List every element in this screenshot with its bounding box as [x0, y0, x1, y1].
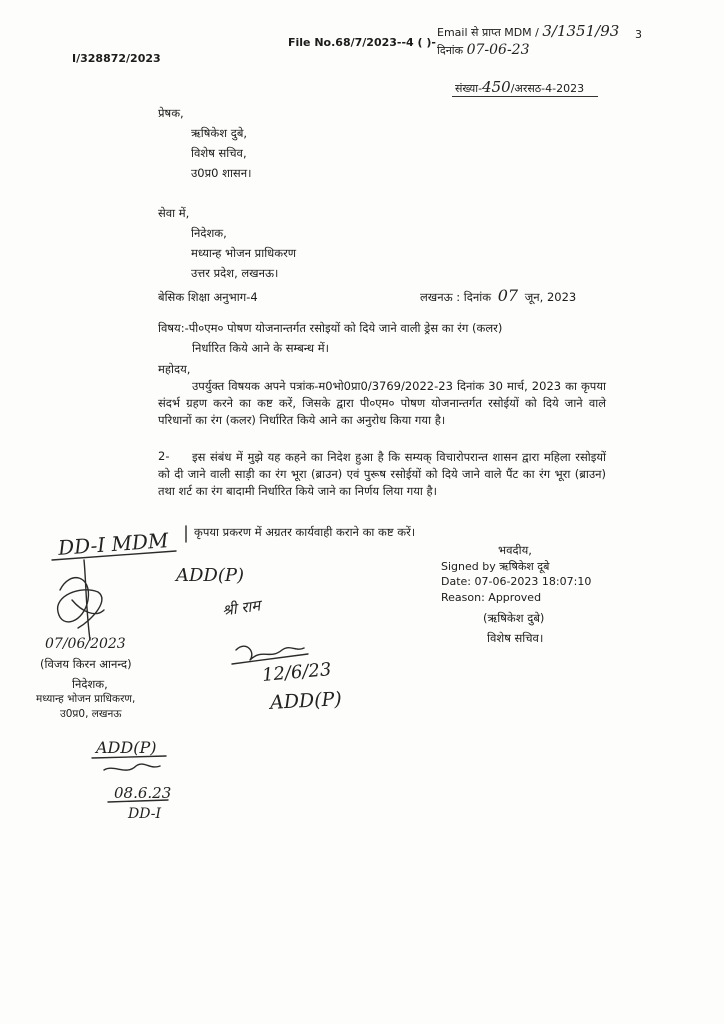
bottom-initial [104, 764, 160, 770]
recipient-line2: मध्यान्ह भोजन प्राधिकरण [191, 246, 297, 260]
marking-date-12: 12/6/23 [261, 659, 333, 686]
marking-dd-1: DD-I [128, 806, 161, 822]
department: बेसिक शिक्षा अनुभाग-4 [158, 290, 258, 304]
director-signature [58, 578, 104, 628]
paragraph-1: उपर्युक्त विषयक अपने पत्रांक-म0भो0प्रा0/3769/2022-23 दिनांक 30 मार्च, 2023 का कृपया संदर्भ ग्रहण करने का कष्ट करें, जिसके द्वारा पी०एम० पोषण योजनान्तर्गत रसोईयों को दिये जाने वाले परिधानों का रंग (कलर) निर्धारित किये आने का अनुरोध किया गया है। [158, 379, 606, 427]
recipient-label: सेवा में, [158, 206, 190, 220]
subject-line1: विषय:-पी०एम० पोषण योजनान्तर्गत रसोइयों को दिये जाने वाली ड्रेस का रंग (कलर) [158, 321, 503, 335]
sender-office: उ0प्र0 शासन। [191, 166, 252, 180]
middle-signature [236, 646, 304, 660]
sender-label: प्रेषक, [158, 106, 184, 120]
sankhya-number [455, 78, 584, 96]
receipt-stamp [437, 22, 619, 40]
marking-dd-mdm: DD-I MDM [57, 528, 170, 560]
marking-add-p-1: ADD(P) [176, 565, 245, 586]
director-title: निदेशक, [72, 677, 108, 691]
closing: भवदीय, [498, 543, 532, 557]
date-month-year: जून, 2023 [524, 290, 577, 304]
signatory-designation: विशेष सचिव। [487, 631, 544, 645]
sankhya-suffix: /अरसठ-4-2023 [510, 82, 585, 95]
paragraph-3: कृपया प्रकरण में अग्रतर कार्यवाही कराने का कष्ट करें। [194, 525, 416, 539]
letter-date [420, 286, 576, 305]
digital-signed-by: Signed by ऋषिकेश दूबे [441, 560, 550, 573]
sankhya-prefix: संख्या- [455, 82, 483, 95]
reference-number: I/328872/2023 [72, 52, 161, 65]
paragraph-2: इस संबंध में मुझे यह कहने का निदेश हुआ है कि सम्यक् विचारोपरान्त शासन द्वारा महिला रसोइयों को दी जाने वाली साड़ी का रंग भूरा (ब्राउन) एवं पुरूष रसोईयों को दिये जाने वाले पैंट का रंग भूरा (ब्राउन) तथा शर्ट का रंग बादामी निर्धारित किये जाने का निर्णय लिया गया है। [158, 450, 606, 498]
sankhya-handwritten: 450 [482, 78, 511, 96]
salutation: महोदय, [158, 362, 191, 376]
sankhya-underline [452, 96, 598, 97]
director-date-handwritten: 07/06/2023 [45, 636, 126, 652]
marking-date-08: 08.6.23 [114, 784, 172, 802]
marking-add-p-2: ADD(P) [269, 688, 343, 714]
file-number: File No.68/7/2023--4 ( )- [288, 36, 436, 49]
director-tick [84, 560, 90, 640]
sender-designation: विशेष सचिव, [191, 146, 247, 160]
digital-signature-reason: Reason: Approved [441, 591, 542, 604]
recipient-line1: निदेशक, [191, 226, 227, 240]
sender-name: ऋषिकेश दुबे, [191, 126, 248, 140]
director-place: उ0प्र0, लखनऊ [60, 708, 122, 720]
stamp-line1-label: Email से प्राप्त MDM / [437, 26, 543, 39]
stamp-line1-handwritten: 3/1351/93 [542, 22, 620, 40]
date-day-handwritten: 07 [497, 286, 519, 305]
subject-line2: निर्धारित किये आने के सम्बन्ध में। [192, 341, 329, 355]
stamp-line2-handwritten: 07-06-23 [466, 42, 530, 58]
place-date-label: लखनऊ : दिनांक [420, 290, 492, 304]
director-org: मध्यान्ह भोजन प्राधिकरण, [36, 693, 136, 705]
page-number: 3 [635, 28, 642, 41]
digital-signature-date: Date: 07-06-2023 18:07:10 [441, 575, 592, 588]
receipt-stamp-date [437, 42, 530, 58]
paragraph-2-number: 2- [158, 449, 170, 463]
marking-shri-ram: श्री राम [220, 596, 262, 620]
stamp-line2-label: दिनांक [437, 44, 467, 57]
recipient-line3: उत्तर प्रदेश, लखनऊ। [191, 266, 279, 280]
director-name: (विजय किरन आनन्द) [40, 657, 132, 671]
marking-add-p-3: ADD(P) [96, 738, 157, 757]
signatory-name: (ऋषिकेश दुबे) [483, 611, 545, 625]
